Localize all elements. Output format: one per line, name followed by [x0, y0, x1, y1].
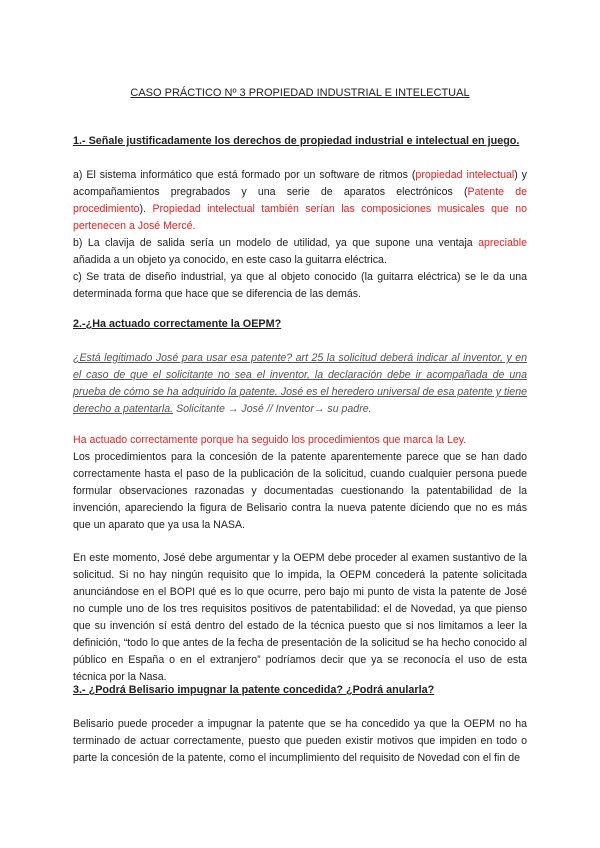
- text: ) y acompañamientos pregrabados y una serie de aparatos electrónicos (: [73, 169, 527, 198]
- paragraph: Belisario puede proceder a impugnar la patente que se ha concedido ya que la OEPM no ha terminado de actuar correctamente, puesto que pueden existir motivos que impiden en todo o parte la concesión de la patente, como el incumplimiento del requisito de Novedad con el fin de: [73, 718, 527, 764]
- text: b) La clavija de salida sería un modelo de utilidad, ya que supone una ventaja: [73, 237, 479, 249]
- answer-a: [73, 167, 527, 235]
- paragraph: Los procedimientos para la concesión de la patente aparentemente parece que se han dado correctamente hasta el paso de la publicación de la solicitud, cuando cualquier persona puede formular observaciones razonadas y documentadas cuestionando la patentabilidad de la invención, apareciendo la figura de Belisario contra la nueva patente diciendo que no es más que un aparato que ya usa la NASA.: [73, 451, 527, 531]
- paragraph: En este momento, José debe argumentar y la OEPM debe proceder al examen sustantivo de la solicitud. Si no hay ningún requisito que lo impida, la OEPM concederá la patente solicitada anunciándose en el BOPI qué es lo que ocurre, pero bajo mi punto de vista la patente de José no cumple uno de los tres requisitos positivos de patentabilidad: el de Novedad, ya que pienso que su invención sí está dentro del estado de la técnica puesto que si nos limitamos a leer la definición, “todo lo que antes de la fecha de presentación de la solicitud se ha hecho conocido al público en España o en el extranjero” podríamos decir que ya se reconocía el uso de esta técnica por la Nasa.: [73, 552, 527, 683]
- note-tail: Solicitante → José // Inventor→ su padre.: [173, 403, 372, 415]
- italic-note: [73, 350, 527, 418]
- document-title: CASO PRÁCTICO Nº 3 PROPIEDAD INDUSTRIAL E INTELECTUAL: [130, 87, 470, 99]
- highlight: Patente de procedimiento: [73, 186, 527, 215]
- answer-summary: Ha actuado correctamente porque ha seguido los procedimientos que marca la Ley.: [73, 434, 467, 446]
- text: añadida a un objeto ya conocido, en este caso la guitarra eléctrica.: [73, 254, 387, 266]
- highlight: Propiedad intelectual también serían las composiciones musicales que no pertenecen a José Mercé.: [73, 203, 527, 232]
- section-2-heading: 2.-¿Ha actuado correctamente la OEPM?: [73, 318, 282, 330]
- text: a) El sistema informático que está formado por un software de ritmos (: [73, 169, 416, 181]
- highlight: propiedad intelectual: [415, 169, 515, 181]
- answer-c: c) Se trata de diseño industrial, ya que al objeto conocido (la guitarra eléctrica) se le da una determinada forma que hace que se diferencia de las demás.: [73, 271, 527, 300]
- text: ).: [139, 203, 153, 215]
- section-1-heading: 1.- Señale justificadamente los derechos de propiedad industrial e intelectual en juego.: [73, 135, 520, 147]
- section-3-heading: 3.- ¿Podrá Belisario impugnar la patente concedida? ¿Podrá anularla?: [73, 684, 435, 696]
- answer-b: [73, 235, 527, 269]
- highlight: apreciable: [478, 237, 527, 249]
- underlined-note: ¿Está legitimado José para usar esa patente? art 25 la solicitud deberá indicar al inventor, y en el caso de que el solicitante no sea el inventor, la declaración debe ir acompañada de una prueba de cómo se ha adquirido la patente. José es el heredero universal de esa patente y tiene derecho a patentarla.: [73, 352, 527, 415]
